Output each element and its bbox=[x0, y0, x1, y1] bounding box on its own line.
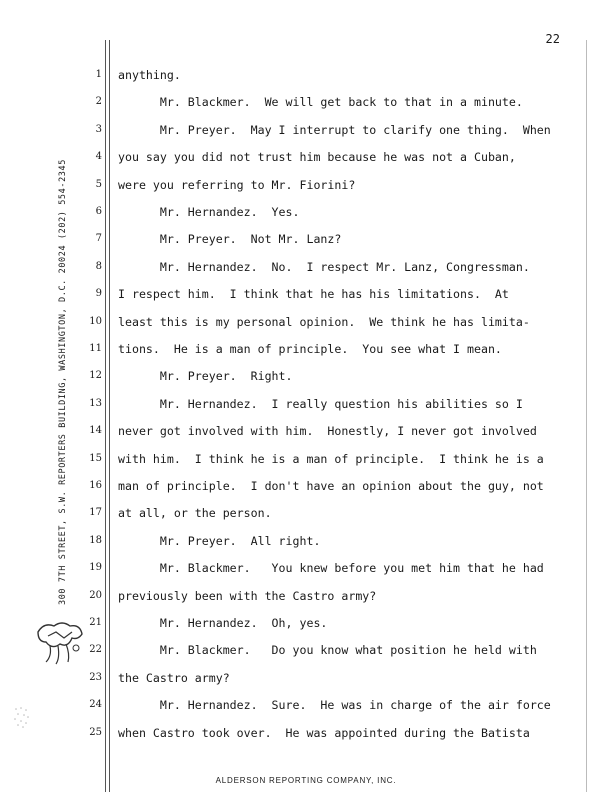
line-number: 16 bbox=[89, 480, 102, 491]
line-number: 13 bbox=[89, 397, 102, 409]
line-number: 23 bbox=[89, 671, 102, 683]
line-number: 17 bbox=[89, 507, 102, 519]
transcript-line: anything. bbox=[118, 68, 181, 82]
line-number: 24 bbox=[89, 699, 102, 711]
line-number: 21 bbox=[89, 617, 102, 628]
transcript-line: tions. He is a man of principle. You see what I mean. bbox=[118, 342, 502, 356]
line-number: 12 bbox=[89, 370, 102, 382]
line-number: 3 bbox=[95, 123, 102, 135]
stamp-icon bbox=[34, 618, 86, 666]
transcript-line: Mr. Hernandez. I really question his abilities so I bbox=[118, 396, 523, 411]
transcript-line: Mr. Blackmer. You knew before you met him that he had bbox=[118, 561, 544, 576]
line-number: 10 bbox=[89, 315, 102, 327]
transcript-line: Mr. Hernandez. No. I respect Mr. Lanz, Congressman. bbox=[118, 259, 530, 274]
line-number: 1 bbox=[95, 69, 102, 80]
transcript-line: Mr. Blackmer. Do you know what position he held with bbox=[118, 643, 537, 658]
left-margin-rule-inner bbox=[109, 40, 110, 792]
right-margin-rule bbox=[586, 40, 587, 792]
line-number: 7 bbox=[95, 233, 102, 245]
transcript-line: Mr. Hernandez. Sure. He was in charge of the air force bbox=[118, 698, 551, 713]
transcript-line: Mr. Preyer. May I interrupt to clarify one thing. When bbox=[118, 122, 551, 137]
transcript-line: least this is my personal opinion. We think he has limita- bbox=[118, 314, 530, 329]
line-number: 2 bbox=[95, 96, 102, 108]
line-number: 19 bbox=[89, 562, 102, 574]
transcript-line: I respect him. I think that he has his limitations. At bbox=[118, 287, 509, 302]
line-number: 8 bbox=[95, 260, 102, 272]
reporter-address-sidebar: 300 7TH STREET, S.W. REPORTERS BUILDING, WASHINGTON, D.C. 20024 (202) 554-2345 bbox=[58, 159, 68, 605]
line-number: 11 bbox=[89, 343, 102, 354]
line-number: 18 bbox=[89, 534, 102, 546]
line-number: 6 bbox=[95, 206, 102, 217]
transcript-line: Mr. Blackmer. We will get back to that in a minute. bbox=[118, 95, 523, 110]
scan-smudge-mark bbox=[12, 705, 32, 729]
transcript-line: the Castro army? bbox=[118, 670, 230, 685]
transcript-line: when Castro took over. He was appointed during the Batista bbox=[118, 725, 530, 740]
left-margin-rule bbox=[105, 40, 106, 792]
transcript-line: man of principle. I don't have an opinion about the guy, not bbox=[118, 479, 544, 493]
line-number: 5 bbox=[95, 178, 102, 190]
transcript-line: previously been with the Castro army? bbox=[118, 588, 377, 603]
transcript-line: Mr. Hernandez. Oh, yes. bbox=[118, 616, 328, 630]
transcript-line: were you referring to Mr. Fiorini? bbox=[118, 177, 356, 192]
transcript-line: Mr. Hernandez. Yes. bbox=[118, 205, 300, 219]
line-number: 14 bbox=[89, 425, 102, 437]
line-number: 15 bbox=[89, 452, 102, 464]
page-footer: ALDERSON REPORTING COMPANY, INC. bbox=[215, 776, 397, 785]
transcript-line: you say you did not trust him because he was not a Cuban, bbox=[118, 150, 516, 165]
line-number: 9 bbox=[95, 288, 102, 300]
page-number: 22 bbox=[545, 32, 560, 46]
transcript-line: with him. I think he is a man of principle. I think he is a bbox=[118, 451, 544, 466]
line-number: 22 bbox=[89, 644, 102, 656]
transcript-line: Mr. Preyer. Not Mr. Lanz? bbox=[118, 232, 342, 247]
transcript-line: never got involved with him. Honestly, I never got involved bbox=[118, 424, 537, 439]
transcript-line: Mr. Preyer. Right. bbox=[118, 369, 293, 384]
transcript-line: at all, or the person. bbox=[118, 506, 272, 521]
transcript-line: Mr. Preyer. All right. bbox=[118, 533, 321, 548]
line-number: 4 bbox=[95, 151, 102, 163]
line-number: 25 bbox=[89, 726, 102, 738]
line-number: 20 bbox=[89, 589, 102, 601]
